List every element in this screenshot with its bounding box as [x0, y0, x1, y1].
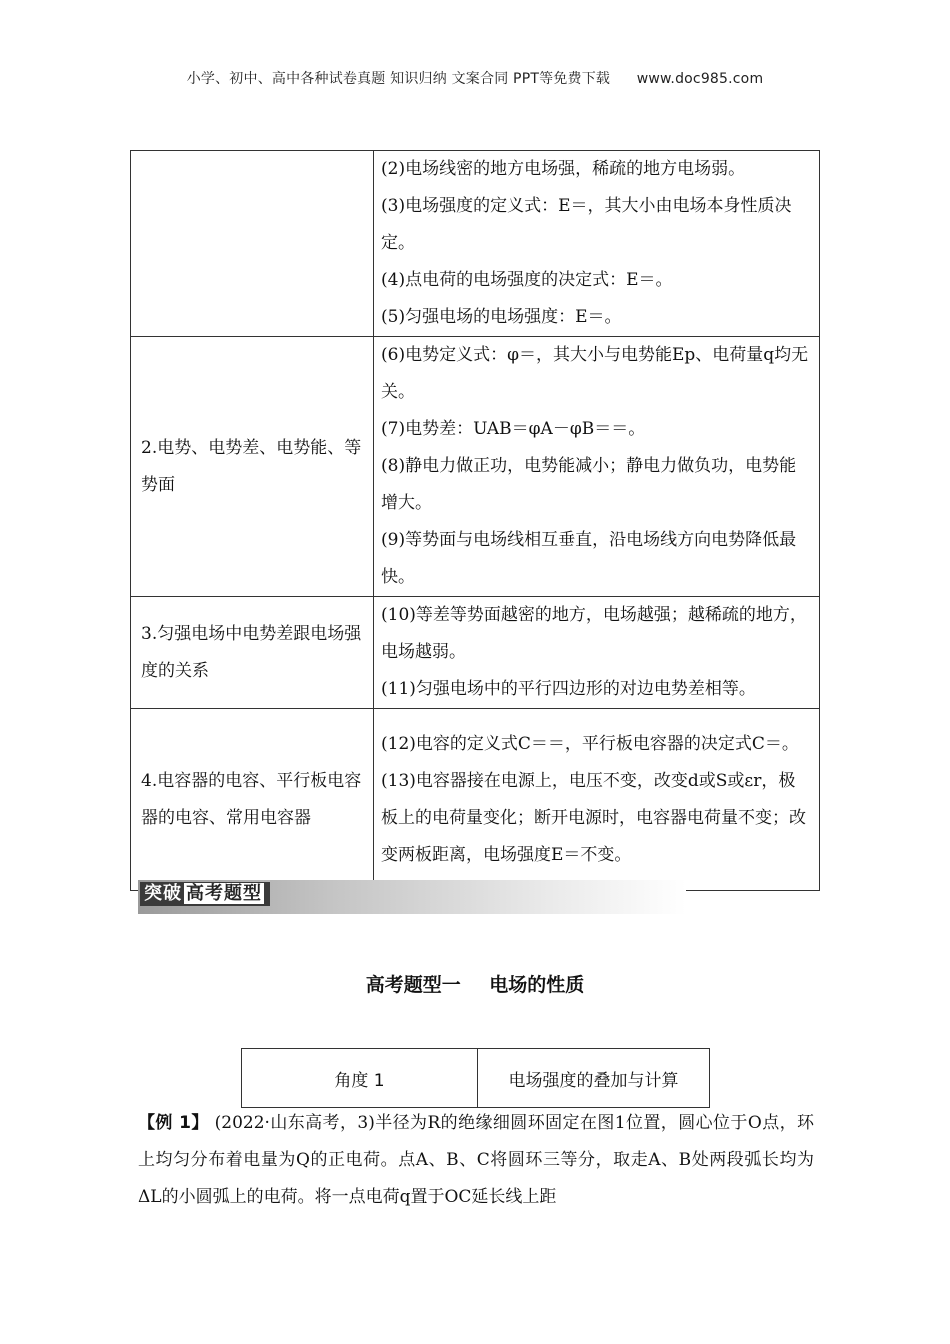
- points-cell: [374, 151, 820, 337]
- section-title-main: 高考题型一: [365, 974, 461, 996]
- example-text: 半径为R的绝缘细圆环固定在图1位置，圆心位于O点，环上均匀分布着电量为Q的正电荷。点A、B、C将圆环三等分，取走A、B处两段弧长均为ΔL的小圆弧上的电荷。将一点电荷q置于OC延长线上距: [138, 1113, 815, 1207]
- header-site-link[interactable]: www.doc985.com: [636, 71, 764, 87]
- points-cell: [374, 597, 820, 709]
- angle-label: 角度 1: [242, 1049, 478, 1108]
- point-3: (3)电场强度的定义式：E＝，其大小由电场本身性质决定。: [381, 196, 792, 253]
- point-9: (9)等势面与电场线相互垂直，沿电场线方向电势降低最快。: [381, 530, 797, 587]
- banner-label-b: 高考题型: [186, 883, 262, 904]
- example-problem: [138, 1105, 814, 1216]
- points-cell: [374, 337, 820, 597]
- point-2: (2)电场线密的地方电场强，稀疏的地方电场弱。: [381, 159, 746, 179]
- topic-cell: [131, 151, 374, 337]
- point-12: (12)电容的定义式C＝＝，平行板电容器的决定式C＝。: [381, 733, 799, 754]
- angle-topic: 电场强度的叠加与计算: [478, 1049, 710, 1108]
- section-title-sub: 电场的性质: [489, 974, 585, 996]
- section-banner: [138, 880, 686, 914]
- header-text: 小学、初中、高中各种试卷真题 知识归纳 文案合同 PPT等免费下载: [186, 71, 611, 87]
- topic-cell: 4.电容器的电容、平行板电容器的电容、常用电容器: [131, 709, 374, 891]
- point-5: (5)匀强电场的电场强度：E＝。: [381, 307, 622, 327]
- point-4: (4)点电荷的电场强度的决定式：E＝。: [381, 270, 673, 290]
- point-11: (11)匀强电场中的平行四边形的对边电势差相等。: [381, 679, 756, 699]
- point-7: (7)电势差：UAB＝φA－φB＝＝。: [381, 419, 646, 439]
- points-cell: [374, 709, 820, 891]
- table-row: [131, 151, 820, 337]
- point-10: (10)等差等势面越密的地方，电场越强；越稀疏的地方，电场越弱。: [381, 605, 807, 662]
- point-8: (8)静电力做正功，电势能减小；静电力做负功，电势能增大。: [381, 456, 797, 513]
- example-label: 【例 1】: [138, 1113, 209, 1133]
- table-row: [131, 597, 820, 709]
- topic-cell: 2.电势、电势差、电势能、等势面: [131, 337, 374, 597]
- knowledge-table: [130, 150, 820, 891]
- page-header: [0, 68, 950, 88]
- point-6: (6)电势定义式：φ＝，其大小与电势能Ep、电荷量q均无关。: [381, 345, 809, 402]
- section-title: [0, 970, 950, 997]
- banner-tag: [140, 882, 270, 906]
- table-row: [131, 709, 820, 891]
- point-13: (13)电容器接在电源上，电压不变，改变d或S或εr，极板上的电荷量变化；断开电源时，电容器电荷量不变；改变两板距离，电场强度E＝不变。: [381, 770, 806, 865]
- banner-label-a: 突破: [144, 883, 182, 904]
- example-source: (2022·山东高考，3): [214, 1113, 375, 1133]
- topic-cell: 3.匀强电场中电势差跟电场强度的关系: [131, 597, 374, 709]
- table-row: [131, 337, 820, 597]
- table-row: [242, 1049, 710, 1108]
- angle-table: [241, 1048, 710, 1108]
